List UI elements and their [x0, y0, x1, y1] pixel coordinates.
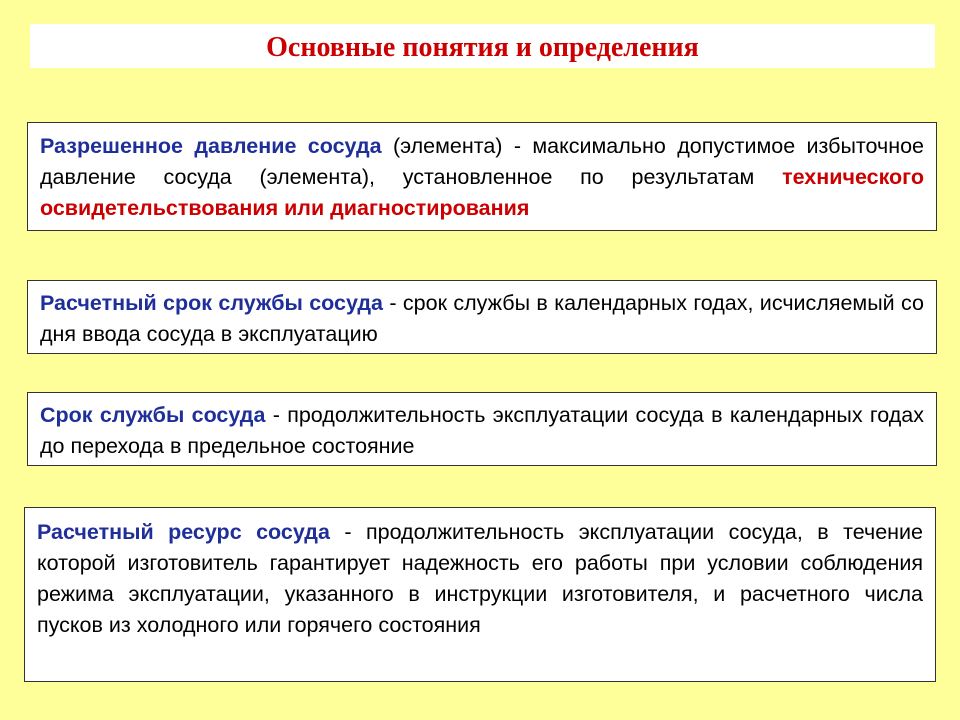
definition-box-design-resource: [24, 507, 936, 682]
definition-box-design-service-life: [27, 280, 937, 354]
definition-box-allowed-pressure: [27, 122, 937, 231]
page-title: [30, 24, 935, 68]
definition-term: Расчетный ресурс сосуда: [37, 520, 330, 544]
definition-text: - срок службы в календарных годах, исчисляемый со дня ввода сосуда в эксплуатацию: [40, 291, 925, 346]
page-title-text: Основные понятия и определения: [266, 32, 699, 63]
definition-text: - продолжительность эксплуатации сосуда, в течение которой изготовитель гарантирует надежность его работы при условии соблюдения режима эксплуатации, указанного в инструкции изготовителя, и расчетного числа пусков из холодного или горячего состояния: [37, 520, 924, 637]
definition-box-service-life: [27, 392, 937, 466]
definition-term: Разрешенное давление сосуда: [40, 134, 382, 158]
definition-text: (элемента) - максимально допустимое избыточное давление сосуда (элемента), установленное по результатам: [40, 134, 924, 189]
definition-term: Расчетный срок службы сосуда: [40, 291, 384, 315]
definition-text: - продолжительность эксплуатации сосуда в календарных годах до перехода в предельное состояние: [40, 403, 924, 458]
definition-term: Срок службы сосуда: [40, 403, 266, 427]
definition-emphasis: технического освидетельствования или диагностирования: [40, 165, 924, 220]
